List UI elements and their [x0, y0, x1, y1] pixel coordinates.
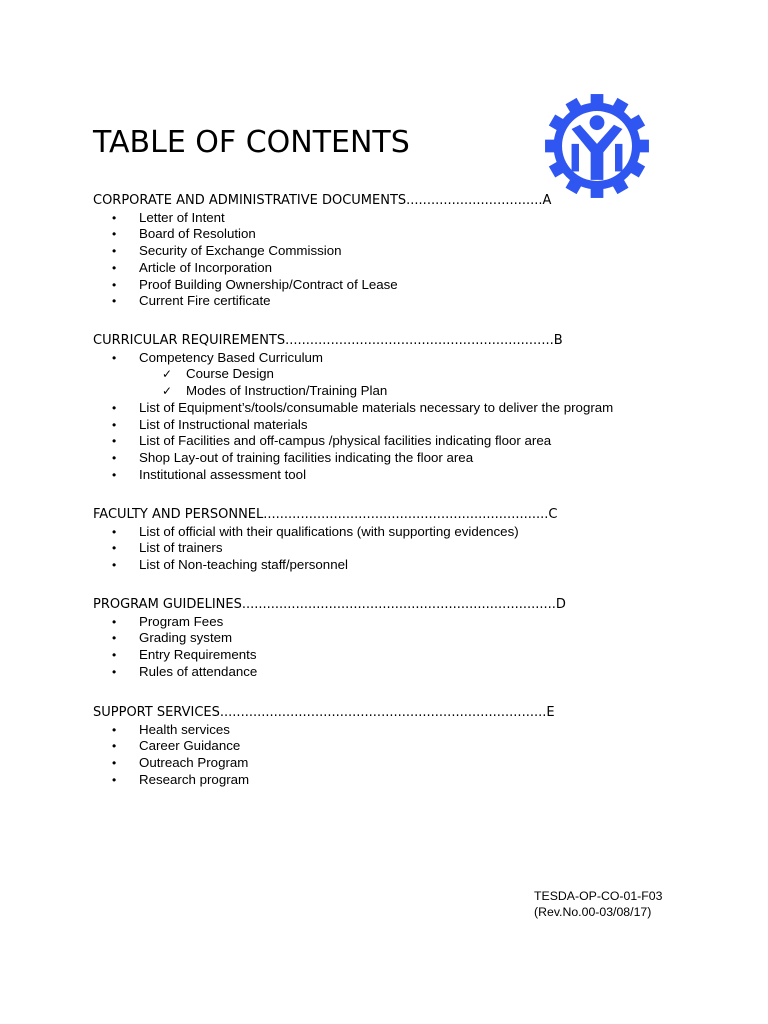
bullet-icon: •	[112, 244, 117, 259]
bullet-icon: •	[112, 558, 117, 573]
list-item: • Letter of Intent	[112, 209, 225, 225]
toc-item-list	[93, 524, 693, 574]
form-code: TESDA-OP-CO-01-F03	[534, 889, 663, 903]
sub-list-item: ✓ Modes of Instruction/Training Plan	[162, 383, 388, 399]
list-item: • List of Equipment’s/tools/consumable materials necessary to deliver the program	[112, 399, 614, 415]
gear-person-logo-icon	[544, 93, 650, 199]
list-item: • List of Instructional materials	[112, 416, 308, 432]
list-item: • Competency Based Curriculum	[112, 349, 324, 365]
list-item: • Institutional assessment tool	[112, 466, 307, 482]
sub-list-item: ✓ Course Design	[162, 366, 274, 382]
checkmark-icon: ✓	[162, 384, 173, 399]
bullet-icon: •	[112, 227, 117, 242]
list-item: • Article of Incorporation	[112, 259, 273, 275]
toc-section-a	[93, 193, 693, 310]
bullet-icon: •	[112, 541, 117, 556]
bullet-icon: •	[112, 664, 117, 679]
toc-heading[interactable]: CORPORATE AND ADMINISTRATIVE DOCUMENTS.................................A	[93, 193, 552, 208]
page-title: TABLE OF CONTENTS	[93, 125, 410, 160]
list-item: • Program Fees	[112, 613, 224, 629]
bullet-icon: •	[112, 648, 117, 663]
bullet-icon: •	[112, 467, 117, 482]
bullet-icon: •	[112, 756, 117, 771]
form-revision: (Rev.No.00-03/08/17)	[534, 904, 652, 919]
toc-item-list	[93, 350, 693, 367]
bullet-icon: •	[112, 277, 117, 292]
bullet-icon: •	[112, 722, 117, 737]
bullet-icon: •	[112, 772, 117, 787]
bullet-icon: •	[112, 294, 117, 309]
bullet-icon: •	[112, 260, 117, 275]
list-item: • Entry Requirements	[112, 647, 257, 663]
list-item: • Security of Exchange Commission	[112, 243, 342, 259]
bullet-icon: •	[112, 434, 117, 449]
toc-heading[interactable]: FACULTY AND PERSONNEL.....................................................................C	[93, 507, 558, 522]
list-item: • Current Fire certificate	[112, 293, 271, 309]
list-item: • List of trainers	[112, 540, 223, 556]
list-item: • Rules of attendance	[112, 663, 258, 679]
toc-item-list	[93, 614, 693, 681]
toc-item-list	[93, 722, 693, 789]
toc-subitem-list	[93, 366, 693, 399]
list-item: • Shop Lay-out of training facilities indicating the floor area	[112, 449, 474, 465]
bullet-icon: •	[112, 524, 117, 539]
list-item: • Outreach Program	[112, 755, 249, 771]
list-item: • List of Facilities and off-campus /physical facilities indicating floor area	[112, 433, 552, 449]
toc-section-d	[93, 597, 693, 681]
bullet-icon: •	[112, 739, 117, 754]
bullet-icon: •	[112, 631, 117, 646]
list-item: • Board of Resolution	[112, 226, 256, 242]
bullet-icon: •	[112, 400, 117, 415]
toc-item-list	[93, 210, 693, 310]
list-item: • Career Guidance	[112, 738, 241, 754]
toc-item-list	[93, 400, 693, 484]
list-item: • List of official with their qualifications (with supporting evidences)	[112, 523, 519, 539]
bullet-icon: •	[112, 450, 117, 465]
list-item: • Proof Building Ownership/Contract of Lease	[112, 276, 398, 292]
bullet-icon: •	[112, 417, 117, 432]
list-item: • Grading system	[112, 630, 233, 646]
checkmark-icon: ✓	[162, 367, 173, 382]
toc-heading[interactable]: PROGRAM GUIDELINES............................................................................D	[93, 597, 566, 612]
bullet-icon: •	[112, 350, 117, 365]
list-item: • List of Non-teaching staff/personnel	[112, 557, 348, 573]
toc-section-e	[93, 705, 693, 789]
bullet-icon: •	[112, 614, 117, 629]
toc-section-b	[93, 333, 693, 483]
list-item: • Research program	[112, 771, 250, 787]
document-footer	[534, 889, 662, 920]
toc-heading[interactable]: CURRICULAR REQUIREMENTS.................................................................B	[93, 333, 563, 348]
toc-section-c	[93, 507, 693, 574]
bullet-icon: •	[112, 210, 117, 225]
toc-heading[interactable]: SUPPORT SERVICES...............................................................................E	[93, 705, 555, 720]
list-item: • Health services	[112, 721, 230, 737]
